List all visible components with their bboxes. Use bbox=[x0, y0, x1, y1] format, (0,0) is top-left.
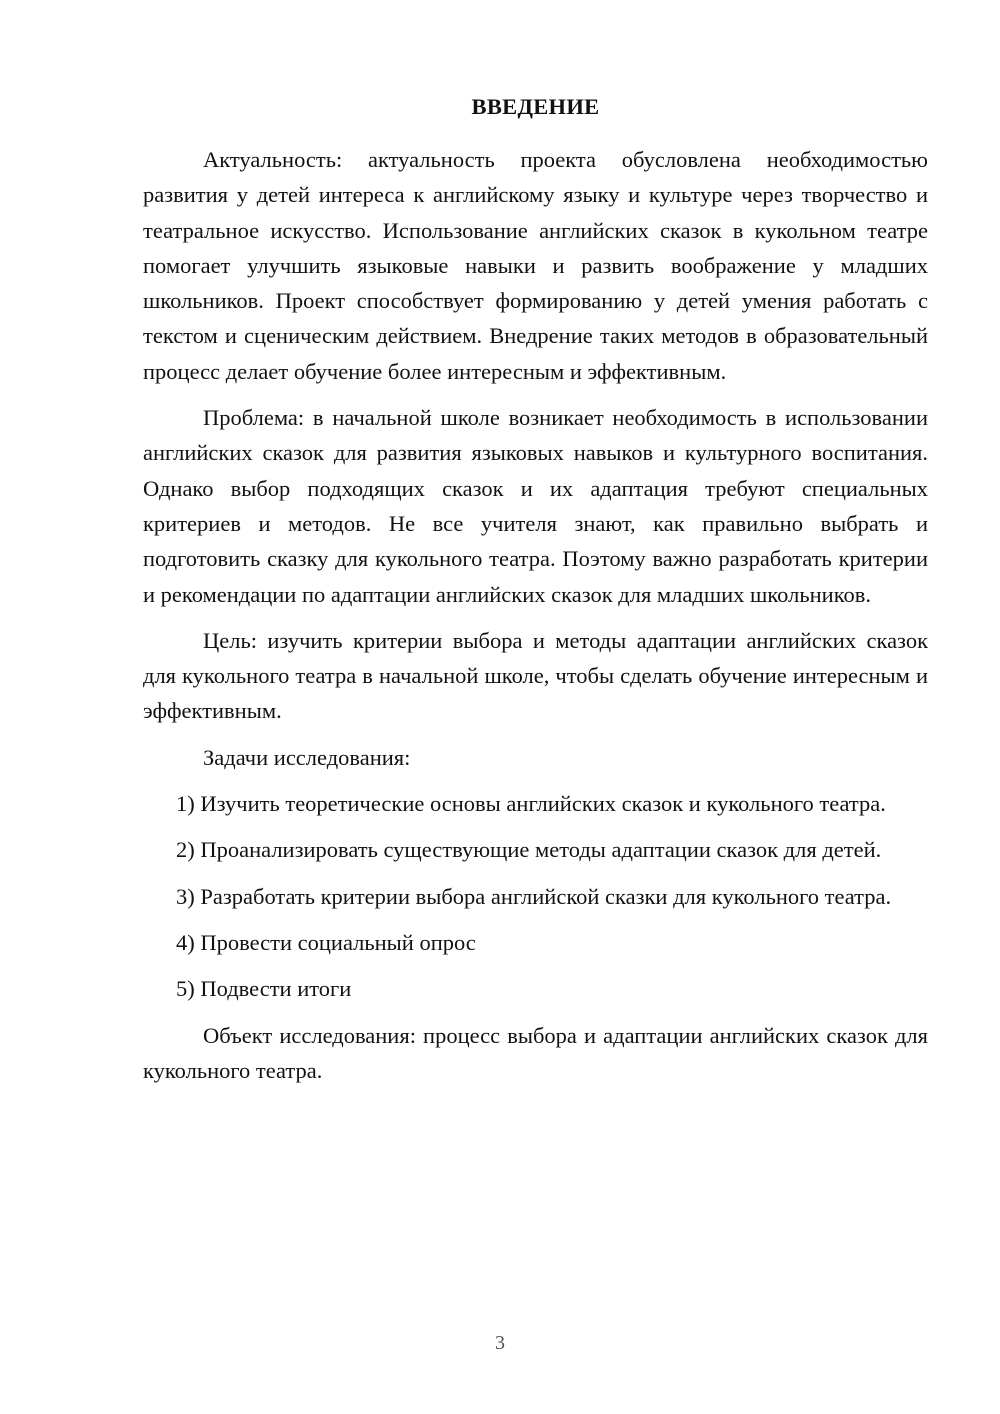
task-item-2: 2) Проанализировать существующие методы адаптации сказок для детей. bbox=[176, 837, 882, 863]
page-number: 3 bbox=[495, 1332, 505, 1354]
tasks-heading: Задачи исследования: bbox=[203, 744, 411, 770]
page-content bbox=[143, 94, 928, 1099]
section-title: ВВЕДЕНИЕ bbox=[471, 94, 600, 119]
paragraph-goal: Цель: изучить критерии выбора и методы адаптации английских сказок для кукольного театра в начальной школе, чтобы сделать обучение интересным и эффективным. bbox=[143, 627, 928, 724]
task-item-5: 5) Подвести итоги bbox=[176, 976, 352, 1002]
paragraph-relevance: Актуальность: актуальность проекта обусловлена необходимостью развития у детей интереса к английскому языку и культуре через творчество и театральное искусство. Использование английских сказок в кукольном театре помогает улучшить языковые навыки и развить воображение у младших школьников. Проект способствует формированию у детей умения работать с текстом и сценическим действием. Внедрение таких методов в образовательный процесс делает обучение более интересным и эффективным. bbox=[143, 147, 928, 384]
paragraph-problem: Проблема: в начальной школе возникает необходимость в использовании английских сказок для развития языковых навыков и культурного воспитания. Однако выбор подходящих сказок и их адаптация требуют специальных критериев и методов. Не все учителя знают, как правильно выбрать и подготовить сказку для кукольного театра. Поэтому важно разработать критерии и рекомендации по адаптации английских сказок для младших школьников. bbox=[143, 405, 928, 607]
task-item-3: 3) Разработать критерии выбора английской сказки для кукольного театра. bbox=[176, 883, 892, 909]
paragraph-object: Объект исследования: процесс выбора и адаптации английских сказок для кукольного театра. bbox=[143, 1022, 928, 1083]
task-item-1: 1) Изучить теоретические основы английских сказок и кукольного театра. bbox=[176, 791, 886, 817]
task-item-4: 4) Провести социальный опрос bbox=[176, 929, 476, 955]
